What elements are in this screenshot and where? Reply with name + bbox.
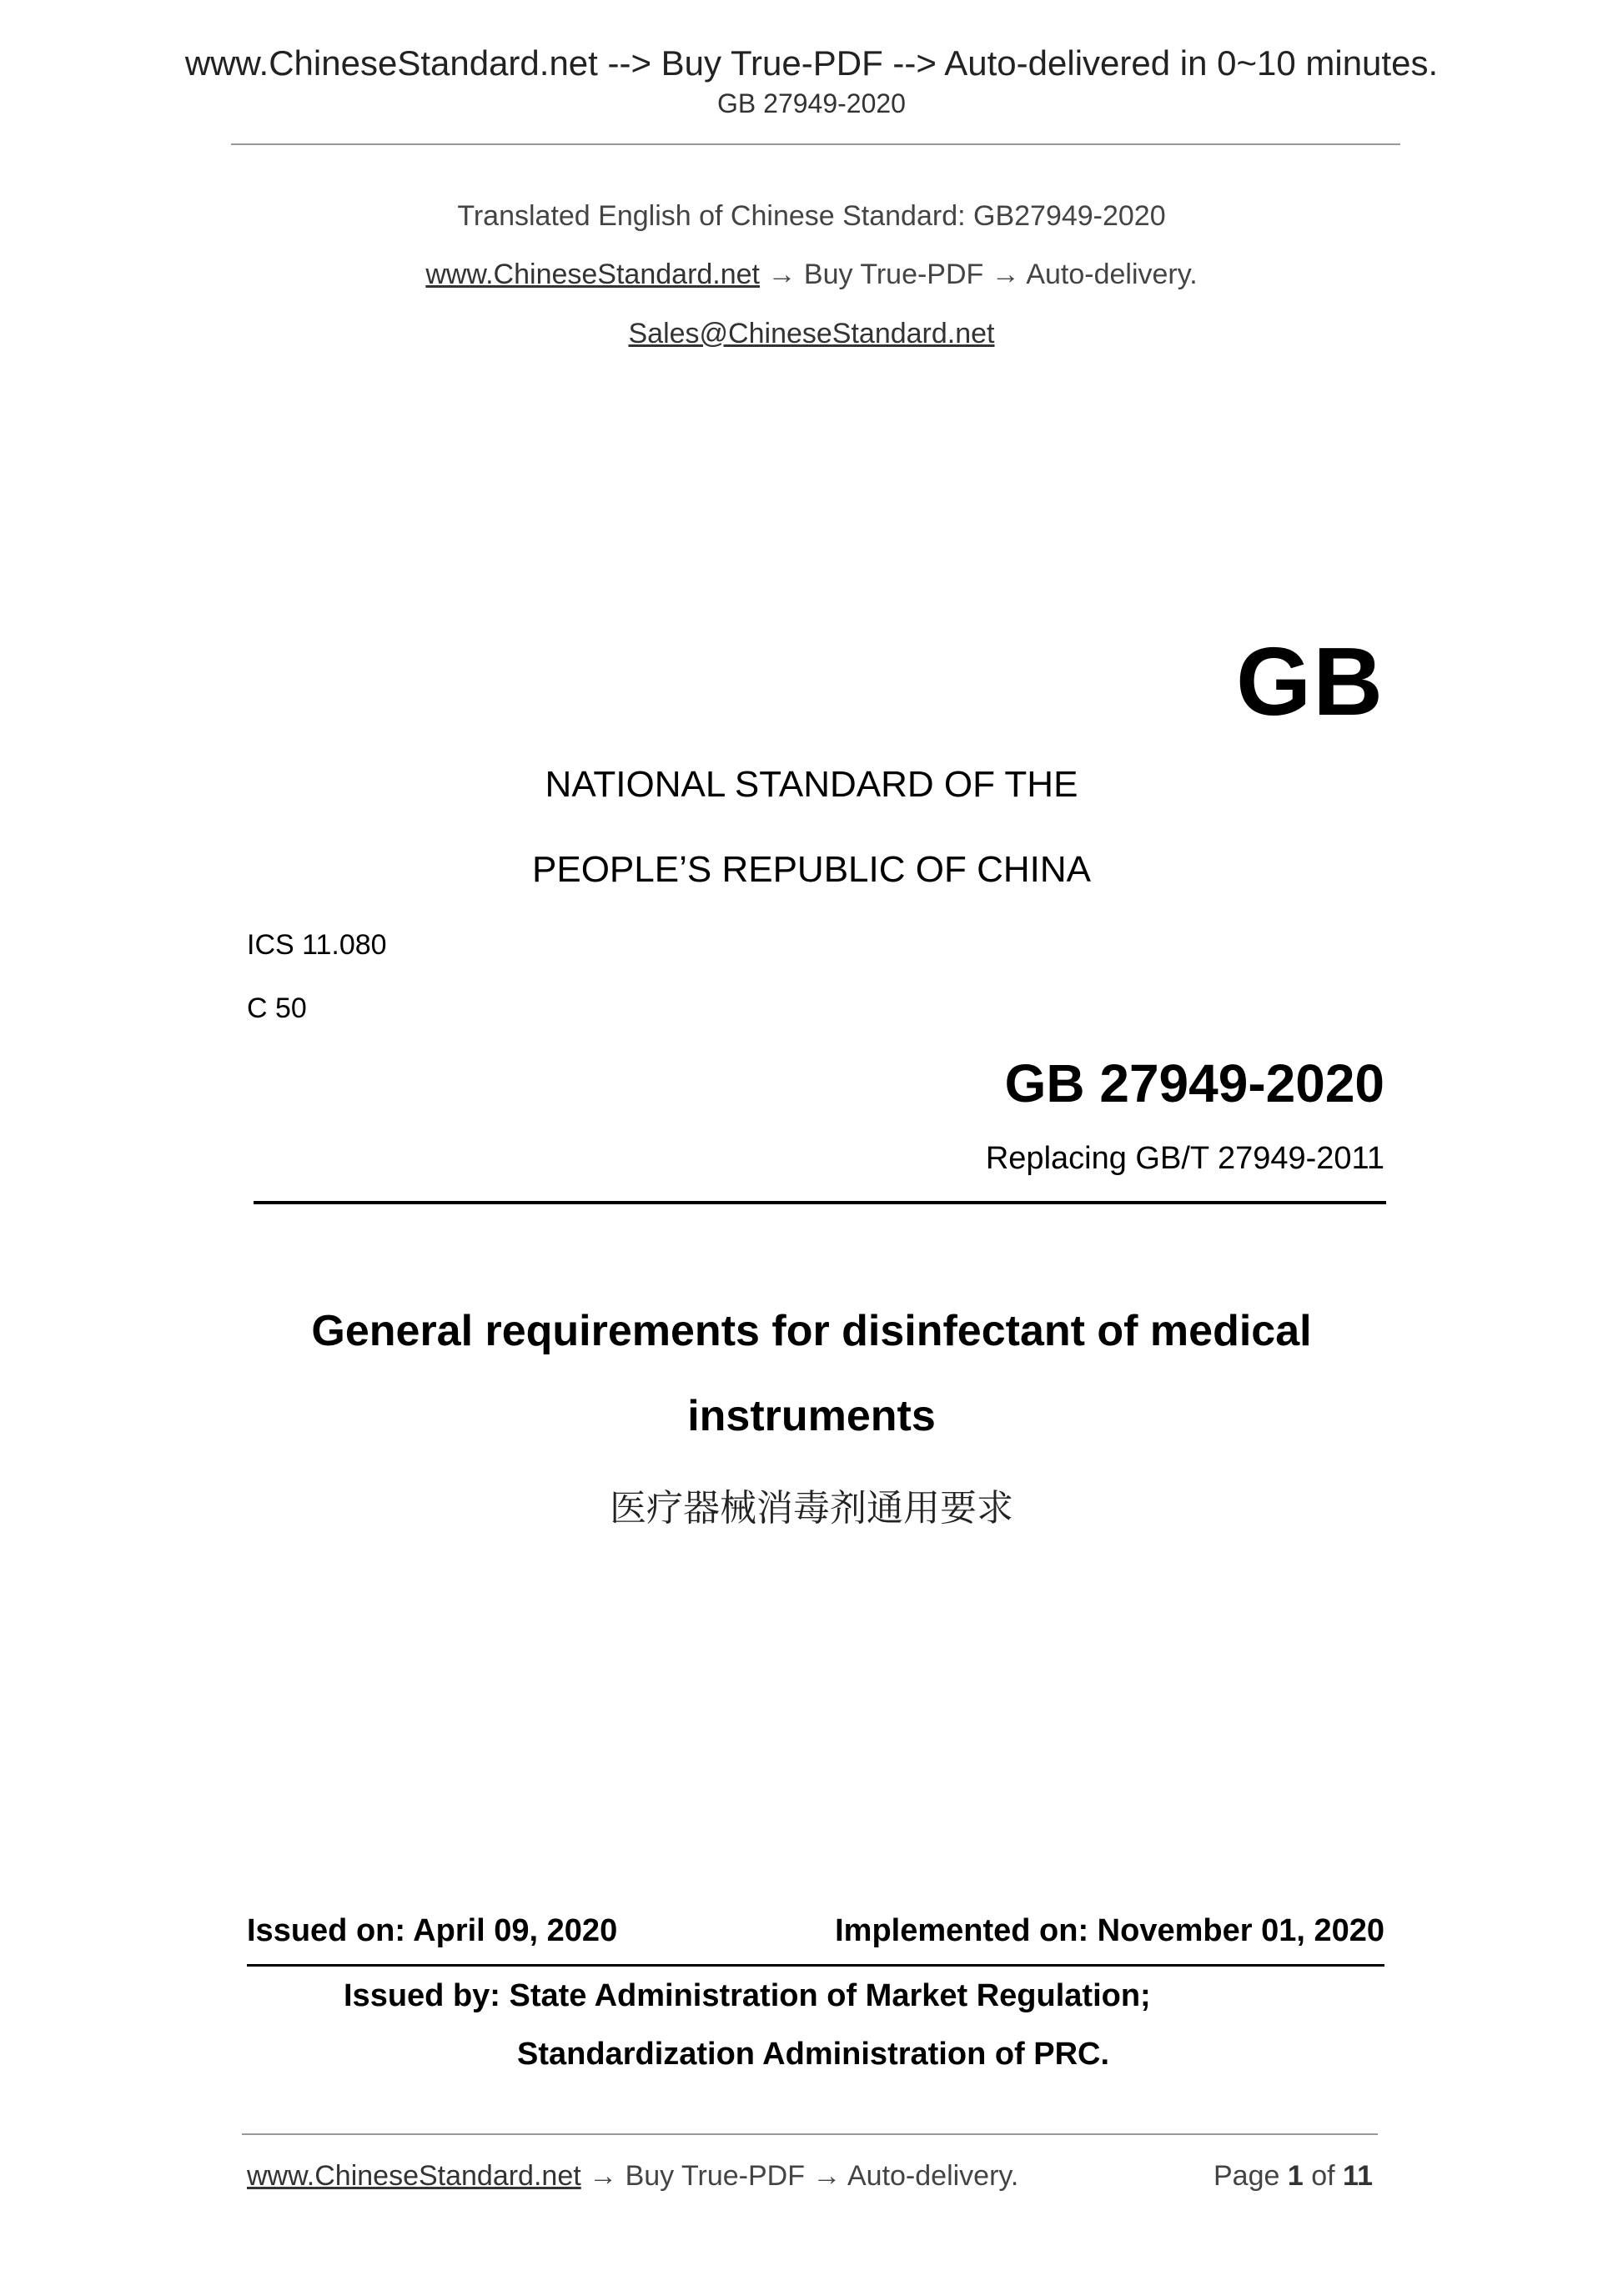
header-line-1: www.ChineseStandard.net --> Buy True-PDF --> Auto-delivered in 0~10 minutes. — [184, 43, 1439, 83]
page-label: Page — [1213, 2160, 1280, 2192]
document-title-line-2: instruments — [687, 1392, 936, 1440]
cover-divider — [254, 1201, 1386, 1204]
implemented-on-date: Implemented on: November 01, 2020 — [835, 1913, 1384, 1948]
national-standard-line-1: NATIONAL STANDARD OF THE — [545, 764, 1078, 805]
translation-title: Translated English of Chinese Standard: GB27949-2020 — [457, 200, 1166, 232]
page-indicator — [1213, 2160, 1373, 2193]
issued-by-line-2: Standardization Administration of PRC. — [517, 2037, 1110, 2072]
standard-number: GB 27949-2020 — [1004, 1053, 1384, 1113]
footer-site-link[interactable]: www.ChineseStandard.net — [247, 2160, 581, 2192]
footer-divider — [242, 2133, 1378, 2135]
document-title-line-1: General requirements for disinfectant of medical — [311, 1307, 1312, 1355]
page-total: 11 — [1343, 2160, 1373, 2192]
of-label: of — [1311, 2160, 1335, 2192]
national-standard-line-2: PEOPLE’S REPUBLIC OF CHINA — [532, 849, 1091, 890]
email-link[interactable]: Sales@ChineseStandard.net — [628, 318, 995, 349]
ccs-code: C 50 — [247, 992, 307, 1024]
footer-site-rest: → Buy True-PDF → Auto-delivery. — [580, 2160, 1019, 2192]
issued-by-line-1: Issued by: State Administration of Market Regulation; — [344, 1978, 1151, 2013]
issue-divider — [247, 1964, 1384, 1967]
header-line-2: GB 27949-2020 — [717, 88, 906, 118]
footer-site-line — [247, 2160, 1018, 2193]
translation-site-line — [0, 259, 1623, 291]
replacing-note: Replacing GB/T 27949-2011 — [985, 1141, 1384, 1176]
page-current: 1 — [1287, 2160, 1304, 2192]
site-line-rest: → Buy True-PDF → Auto-delivery. — [760, 259, 1198, 290]
issued-on-date: Issued on: April 09, 2020 — [247, 1913, 618, 1948]
header-divider — [231, 143, 1400, 145]
site-link[interactable]: www.ChineseStandard.net — [425, 259, 761, 290]
document-title-chinese: 医疗器械消毒剂通用要求 — [610, 1487, 1013, 1530]
translation-email-line — [0, 318, 1623, 350]
ics-code: ICS 11.080 — [247, 929, 387, 961]
gb-logo: GB — [1236, 627, 1384, 736]
